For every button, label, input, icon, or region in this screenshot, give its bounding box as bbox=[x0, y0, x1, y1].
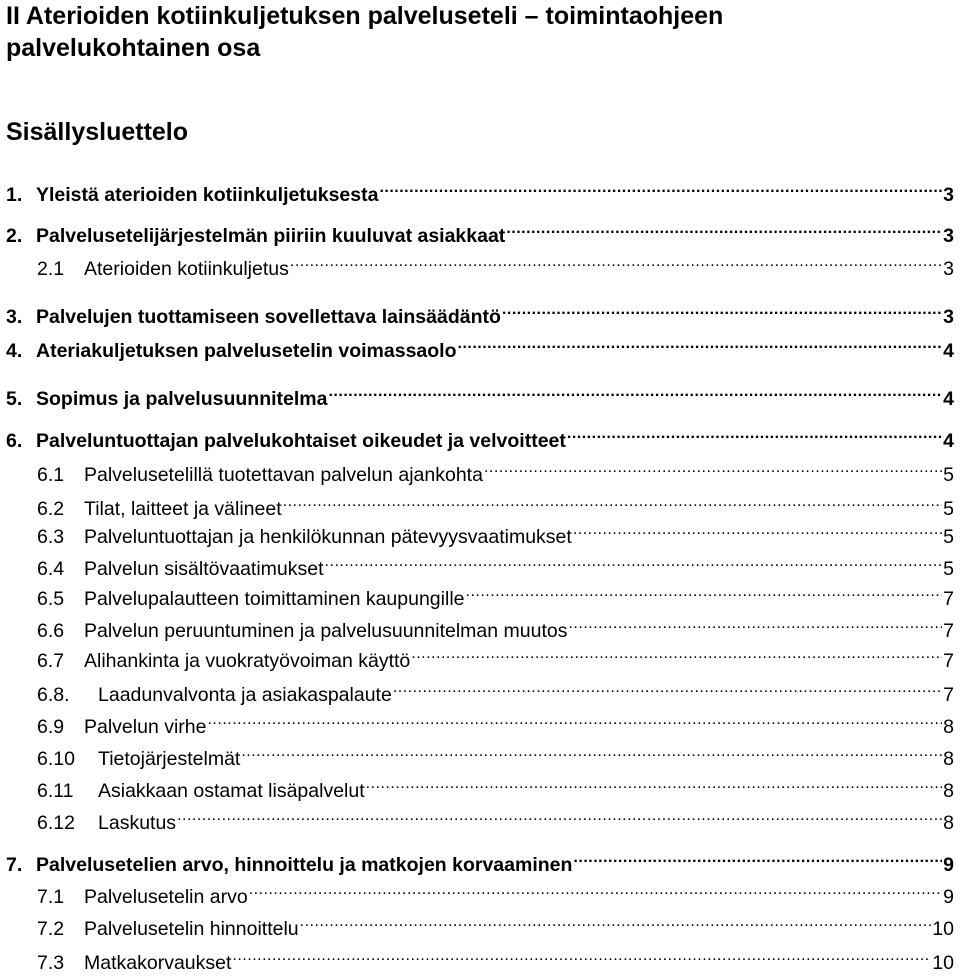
toc-entry-number: 6.10 bbox=[37, 748, 75, 770]
toc-page-number: 3 bbox=[943, 184, 954, 206]
toc-dot-leader bbox=[366, 771, 943, 797]
toc-entry-title: Matkakorvaukset bbox=[84, 952, 232, 974]
toc-page-number: 4 bbox=[943, 430, 954, 452]
toc-dot-leader bbox=[506, 216, 942, 242]
toc-dot-leader bbox=[568, 611, 942, 637]
toc-entry-title: Tietojärjestelmät bbox=[98, 748, 241, 770]
toc-entry-title: Ateriakuljetuksen palvelusetelin voimassaolo bbox=[36, 340, 457, 362]
toc-dot-leader bbox=[466, 579, 943, 605]
toc-entry[interactable] bbox=[37, 675, 954, 706]
toc-page-number: 7 bbox=[943, 588, 954, 610]
toc-entry-title: Sopimus ja palvelusuunnitelma bbox=[36, 388, 328, 410]
toc-dot-leader bbox=[379, 175, 942, 201]
toc-entry-title: Palvelusetelijärjestelmän piiriin kuuluvat asiakkaat bbox=[36, 225, 506, 247]
toc-page-number: 3 bbox=[943, 258, 954, 280]
toc-entry[interactable] bbox=[6, 175, 954, 206]
toc-entry-number: 7. bbox=[6, 854, 23, 876]
toc-dot-leader bbox=[241, 739, 942, 765]
toc-entry-number: 1. bbox=[6, 184, 23, 206]
toc-entry-number: 4. bbox=[6, 340, 23, 362]
toc-page-number: 5 bbox=[943, 464, 954, 486]
toc-entry-title: Palveluntuottajan ja henkilökunnan pätevyysvaatimukset bbox=[84, 526, 572, 548]
toc-page-number: 3 bbox=[943, 306, 954, 328]
toc-entry[interactable] bbox=[6, 331, 954, 362]
toc-dot-leader bbox=[207, 707, 942, 733]
toc-page-number: 8 bbox=[943, 780, 954, 802]
toc-dot-leader bbox=[458, 331, 943, 357]
toc-page-number: 4 bbox=[943, 340, 954, 362]
toc-entry[interactable] bbox=[37, 489, 954, 520]
toc-dot-leader bbox=[249, 877, 942, 903]
toc-entry[interactable] bbox=[6, 379, 954, 410]
toc-entry-number: 6.5 bbox=[37, 588, 65, 610]
toc-entry[interactable] bbox=[6, 845, 954, 876]
toc-dot-leader bbox=[573, 845, 942, 871]
toc-dot-leader bbox=[177, 803, 942, 829]
toc-dot-leader bbox=[283, 489, 943, 515]
toc-entry-number: 3. bbox=[6, 306, 23, 328]
toc-entry-title: Alihankinta ja vuokratyövoiman käyttö bbox=[84, 650, 411, 672]
toc-entry[interactable] bbox=[37, 549, 954, 580]
toc-entry-number: 6.8. bbox=[37, 684, 70, 706]
toc-page-number: 10 bbox=[932, 952, 954, 974]
toc-entry-title: Palvelupalautteen toimittaminen kaupungille bbox=[84, 588, 465, 610]
toc-entry-title: Tilat, laitteet ja välineet bbox=[84, 498, 282, 520]
toc-entry-number: 7.1 bbox=[37, 886, 65, 908]
toc-entry[interactable] bbox=[37, 909, 954, 940]
toc-entry-number: 6.9 bbox=[37, 716, 65, 738]
toc-entry-title: Palvelusetelien arvo, hinnoittelu ja matkojen korvaaminen bbox=[36, 854, 573, 876]
toc-entry[interactable] bbox=[37, 739, 954, 770]
toc-page-number: 3 bbox=[943, 225, 954, 247]
toc-dot-leader bbox=[573, 517, 942, 543]
toc-entry-title: Palvelujen tuottamiseen sovellettava lainsäädäntö bbox=[36, 306, 501, 328]
toc-entry-title: Palvelun virhe bbox=[84, 716, 207, 738]
toc-entry-number: 6.6 bbox=[37, 620, 65, 642]
toc-dot-leader bbox=[567, 421, 942, 447]
toc-entry-number: 6.7 bbox=[37, 650, 65, 672]
toc-entry-number: 7.2 bbox=[37, 918, 65, 940]
toc-entry-number: 6.12 bbox=[37, 812, 75, 834]
toc-page-number: 7 bbox=[943, 684, 954, 706]
toc-entry[interactable] bbox=[6, 421, 954, 452]
toc-page-number: 5 bbox=[943, 498, 954, 520]
toc-entry-title: Palvelusetelin arvo bbox=[84, 886, 248, 908]
toc-entry-title: Laadunvalvonta ja asiakaspalaute bbox=[98, 684, 392, 706]
document-title: II Aterioiden kotiinkuljetuksen palveluseteli – toimintaohjeen palvelukohtainen osa bbox=[6, 2, 724, 62]
toc-entry[interactable] bbox=[37, 579, 954, 610]
toc-entry-number: 6.2 bbox=[37, 498, 65, 520]
toc-entry[interactable] bbox=[6, 216, 954, 247]
toc-page-number: 8 bbox=[943, 812, 954, 834]
toc-entry[interactable] bbox=[37, 455, 954, 486]
toc-entry[interactable] bbox=[37, 943, 954, 974]
toc-entry-number: 6.4 bbox=[37, 558, 65, 580]
toc-dot-leader bbox=[290, 249, 942, 275]
toc-entry[interactable] bbox=[37, 803, 954, 834]
toc-entry-title: Laskutus bbox=[98, 812, 177, 834]
toc-dot-leader bbox=[411, 641, 942, 667]
toc-page-number: 9 bbox=[943, 854, 954, 876]
toc-entry-number: 6.3 bbox=[37, 526, 65, 548]
toc-entry-number: 2.1 bbox=[37, 258, 65, 280]
toc-entry-number: 7.3 bbox=[37, 952, 65, 974]
toc-page-number: 8 bbox=[943, 748, 954, 770]
toc-dot-leader bbox=[232, 943, 931, 969]
toc-dot-leader bbox=[393, 675, 942, 701]
toc-entry-title: Palvelun peruuntuminen ja palvelusuunnitelman muutos bbox=[84, 620, 568, 642]
toc-entry-number: 6. bbox=[6, 430, 23, 452]
toc-entry-title: Palvelun sisältövaatimukset bbox=[84, 558, 324, 580]
toc-page-number: 8 bbox=[943, 716, 954, 738]
toc-entry-title: Aterioiden kotiinkuljetus bbox=[84, 258, 289, 280]
toc-entry[interactable] bbox=[6, 297, 954, 328]
toc-entry-title: Palveluntuottajan palvelukohtaiset oikeudet ja velvoitteet bbox=[36, 430, 566, 452]
toc-entry-number: 6.1 bbox=[37, 464, 65, 486]
toc-entry-number: 6.11 bbox=[37, 780, 74, 802]
toc-entry-number: 2. bbox=[6, 225, 23, 247]
toc-page-number: 9 bbox=[943, 886, 954, 908]
toc-entry[interactable] bbox=[37, 641, 954, 672]
toc-entry[interactable] bbox=[37, 611, 954, 642]
toc-page-number: 5 bbox=[943, 526, 954, 548]
toc-entry[interactable] bbox=[37, 771, 954, 802]
toc-entry[interactable] bbox=[37, 877, 954, 908]
toc-entry-number: 5. bbox=[6, 388, 23, 410]
toc-dot-leader bbox=[300, 909, 932, 935]
toc-entry[interactable] bbox=[37, 707, 954, 738]
toc-entry[interactable] bbox=[37, 517, 954, 548]
toc-dot-leader bbox=[328, 379, 942, 405]
toc-entry-title: Palvelusetelillä tuotettavan palvelun ajankohta bbox=[84, 464, 483, 486]
toc-page-number: 7 bbox=[943, 650, 954, 672]
toc-page-number: 7 bbox=[943, 620, 954, 642]
toc-entry-title: Asiakkaan ostamat lisäpalvelut bbox=[98, 780, 365, 802]
toc-entry-title: Yleistä aterioiden kotiinkuljetuksesta bbox=[36, 184, 379, 206]
toc-entry[interactable] bbox=[37, 249, 954, 280]
toc-heading: Sisällysluettelo bbox=[6, 118, 189, 146]
toc-entry-title: Palvelusetelin hinnoittelu bbox=[84, 918, 299, 940]
toc-dot-leader bbox=[484, 455, 942, 481]
toc-page-number: 10 bbox=[932, 918, 954, 940]
toc-page-number: 5 bbox=[943, 558, 954, 580]
toc-page-number: 4 bbox=[943, 388, 954, 410]
toc-dot-leader bbox=[502, 297, 942, 323]
toc-dot-leader bbox=[325, 549, 943, 575]
